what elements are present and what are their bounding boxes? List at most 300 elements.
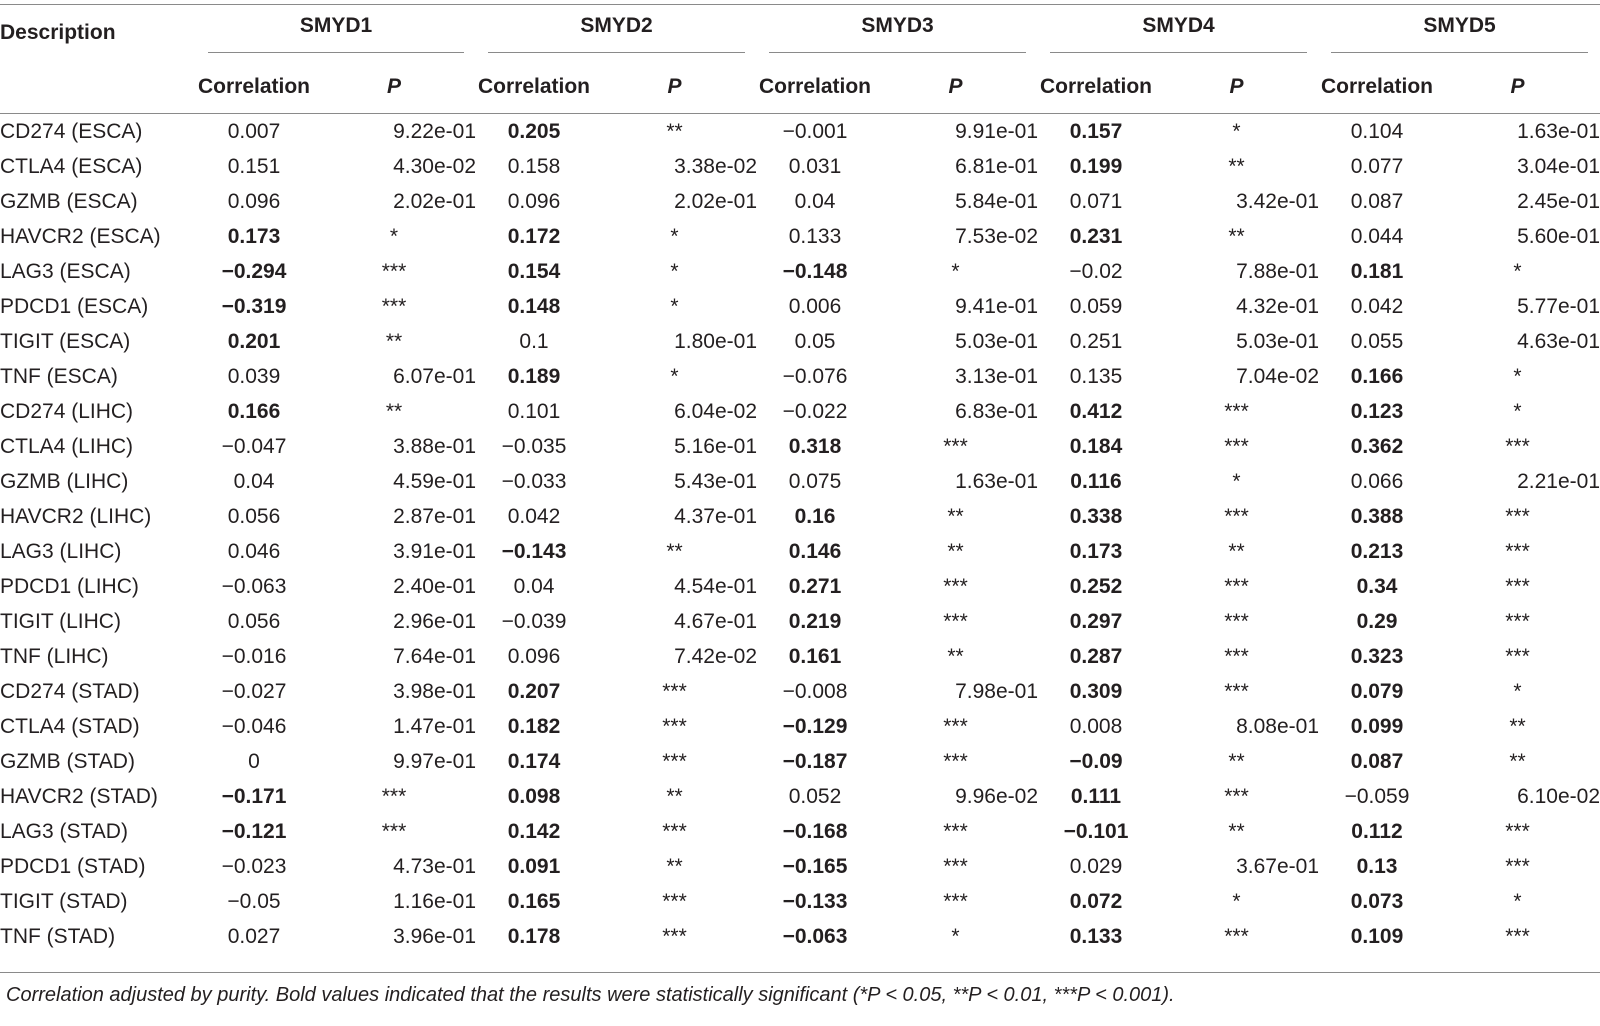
correlation-cell: 0.008 (1069, 714, 1123, 738)
correlation-cell: 0.189 (507, 364, 561, 388)
p-value-cell: 2.96e-01 (393, 609, 476, 633)
p-value-cell: 6.10e-02 (1517, 784, 1600, 808)
correlation-cell: −0.02 (1069, 259, 1123, 283)
correlation-cell: 0.055 (1350, 329, 1404, 353)
p-value-cell: 3.88e-01 (393, 434, 476, 458)
p-value-cell: *** (1224, 504, 1249, 528)
table-footnote: Correlation adjusted by purity. Bold values indicated that the results were statistically significant (*P < 0.05, **P < 0.01, ***P < 0.001). (6, 984, 1175, 1006)
p-value-cell: 2.45e-01 (1517, 189, 1600, 213)
correlation-cell: 0.205 (507, 119, 561, 143)
correlation-cell: 0.251 (1069, 329, 1123, 353)
correlation-cell: 0.158 (507, 154, 561, 178)
correlation-cell: 0.066 (1350, 469, 1404, 493)
row-description: CD274 (STAD) (0, 679, 140, 703)
correlation-cell: 0.412 (1069, 399, 1123, 423)
row-description: GZMB (STAD) (0, 749, 135, 773)
row-description: CD274 (ESCA) (0, 119, 143, 143)
correlation-cell: 0.135 (1069, 364, 1123, 388)
p-value-cell: ** (1509, 714, 1526, 738)
p-value-cell: 9.91e-01 (955, 119, 1038, 143)
correlation-cell: 0.031 (788, 154, 842, 178)
correlation-cell: 0.13 (1356, 854, 1398, 878)
group-label: SMYD4 (1142, 13, 1215, 37)
p-value-cell: 2.21e-01 (1517, 469, 1600, 493)
correlation-cell: −0.022 (782, 399, 848, 423)
p-value-cell: ** (947, 504, 964, 528)
p-value-cell: *** (662, 889, 687, 913)
correlation-cell: −0.027 (221, 679, 287, 703)
correlation-cell: 0.174 (507, 749, 561, 773)
p-value-cell: *** (1505, 574, 1530, 598)
p-value-cell: *** (943, 854, 968, 878)
correlation-cell: −0.008 (782, 679, 848, 703)
correlation-cell: 0.077 (1350, 154, 1404, 178)
correlation-cell: 0.173 (227, 224, 281, 248)
correlation-header: Correlation (197, 75, 310, 98)
correlation-cell: 0.252 (1069, 574, 1123, 598)
correlation-cell: 0.309 (1069, 679, 1123, 703)
row-description: TNF (ESCA) (0, 364, 118, 388)
p-value-cell: * (1513, 399, 1522, 423)
correlation-cell: 0.16 (794, 504, 836, 528)
group-underline (769, 52, 1026, 53)
p-value-cell: *** (1505, 819, 1530, 843)
correlation-cell: −0.059 (1344, 784, 1410, 808)
correlation-cell: 0.338 (1069, 504, 1123, 528)
correlation-cell: 0.104 (1350, 119, 1404, 143)
table-row (0, 149, 1600, 184)
p-value-cell: 3.38e-02 (674, 154, 757, 178)
correlation-cell: 0.166 (1350, 364, 1404, 388)
correlation-cell: 0.072 (1069, 889, 1123, 913)
p-value-cell: ** (666, 539, 683, 563)
row-description: PDCD1 (STAD) (0, 854, 146, 878)
p-value-cell: *** (662, 924, 687, 948)
p-value-cell: *** (1505, 504, 1530, 528)
correlation-cell: 0.091 (507, 854, 561, 878)
p-value-cell: *** (1505, 644, 1530, 668)
row-description: PDCD1 (LIHC) (0, 574, 139, 598)
correlation-cell: 0.34 (1356, 574, 1398, 598)
p-value-cell: 2.02e-01 (393, 189, 476, 213)
correlation-cell: −0.063 (221, 574, 287, 598)
p-value-cell: *** (1505, 609, 1530, 633)
p-value-cell: * (1232, 119, 1241, 143)
row-description: TIGIT (STAD) (0, 889, 128, 913)
group-label: SMYD5 (1423, 13, 1496, 37)
p-value-cell: ** (385, 329, 403, 353)
p-value-cell: 2.40e-01 (393, 574, 476, 598)
correlation-cell: 0.166 (227, 399, 281, 423)
row-description: GZMB (LIHC) (0, 469, 129, 493)
correlation-cell: 0.006 (788, 294, 842, 318)
sub-header-row (0, 61, 1600, 114)
p-value-cell: *** (1505, 854, 1530, 878)
correlation-cell: 0.287 (1069, 644, 1123, 668)
correlation-cell: −0.143 (501, 539, 567, 563)
correlation-header: Correlation (477, 75, 590, 98)
p-value-cell: ** (1228, 539, 1245, 563)
p-value-cell: *** (662, 819, 687, 843)
correlation-cell: 0.201 (227, 329, 281, 353)
p-value-cell: *** (1224, 924, 1249, 948)
p-value-cell: 9.97e-01 (393, 749, 476, 773)
p-value-cell: *** (381, 784, 407, 808)
p-value-cell: 7.98e-01 (955, 679, 1038, 703)
correlation-cell: −0.319 (221, 294, 287, 318)
correlation-cell: −0.294 (221, 259, 287, 283)
correlation-cell: 0.073 (1350, 889, 1404, 913)
p-value-cell: 9.41e-01 (955, 294, 1038, 318)
correlation-cell: 0.297 (1069, 609, 1123, 633)
p-value-cell: 1.80e-01 (674, 329, 757, 353)
correlation-cell: 0.087 (1350, 189, 1404, 213)
row-description: LAG3 (LIHC) (0, 539, 122, 563)
p-value-cell: *** (1505, 924, 1530, 948)
p-value-cell: 4.30e-02 (393, 154, 476, 178)
correlation-cell: 0.071 (1069, 189, 1123, 213)
correlation-cell: −0.165 (782, 854, 848, 878)
correlation-cell: 0.207 (507, 679, 561, 703)
p-value-cell: 3.04e-01 (1517, 154, 1600, 178)
p-value-cell: *** (943, 714, 968, 738)
row-description: PDCD1 (ESCA) (0, 294, 149, 318)
correlation-cell: 0.318 (788, 434, 842, 458)
p-header: P (1229, 75, 1244, 98)
p-value-cell: 4.59e-01 (393, 469, 476, 493)
p-value-cell: 7.64e-01 (393, 644, 476, 668)
p-value-cell: 5.60e-01 (1517, 224, 1600, 248)
correlation-cell: 0.039 (227, 364, 281, 388)
correlation-cell: 0.112 (1351, 819, 1403, 843)
correlation-cell: 0.219 (788, 609, 842, 633)
p-value-cell: 7.42e-02 (674, 644, 757, 668)
correlation-cell: 0.046 (227, 539, 281, 563)
p-value-cell: * (670, 364, 679, 388)
correlation-cell: 0.096 (227, 189, 281, 213)
p-value-cell: *** (1224, 574, 1249, 598)
p-value-cell: 2.87e-01 (393, 504, 476, 528)
correlation-cell: 0.154 (507, 259, 561, 283)
row-description: LAG3 (ESCA) (0, 259, 131, 283)
correlation-cell: 0.29 (1356, 609, 1398, 633)
correlation-header: Correlation (1039, 75, 1152, 98)
correlation-cell: −0.016 (221, 644, 287, 668)
p-value-cell: *** (662, 714, 687, 738)
p-value-cell: 6.07e-01 (393, 364, 476, 388)
row-description: CTLA4 (STAD) (0, 714, 140, 738)
correlation-cell: 0.04 (794, 189, 836, 213)
row-description: TIGIT (LIHC) (0, 609, 121, 633)
correlation-cell: 0.101 (507, 399, 561, 423)
correlation-cell: 0.056 (227, 609, 281, 633)
table-row (0, 639, 1600, 674)
p-value-cell: *** (1224, 679, 1249, 703)
correlation-cell: 0.142 (507, 819, 561, 843)
table-row (0, 324, 1600, 359)
p-value-cell: * (670, 294, 679, 318)
correlation-cell: 0.148 (507, 294, 561, 318)
correlation-cell: 0.087 (1350, 749, 1404, 773)
correlation-cell: 0.04 (513, 574, 555, 598)
correlation-cell: 0.116 (1070, 469, 1122, 493)
table-row (0, 709, 1600, 744)
p-value-cell: * (951, 924, 960, 948)
row-description: GZMB (ESCA) (0, 189, 138, 213)
p-value-cell: * (951, 259, 960, 283)
group-label: SMYD1 (299, 13, 373, 37)
correlation-header: Correlation (758, 75, 871, 98)
correlation-cell: 0 (248, 749, 260, 773)
correlation-cell: 0.231 (1069, 224, 1123, 248)
p-value-cell: 3.42e-01 (1236, 189, 1319, 213)
correlation-cell: −0.076 (782, 364, 848, 388)
p-value-cell: 9.22e-01 (393, 119, 476, 143)
p-value-cell: ** (1228, 154, 1245, 178)
correlation-cell: 0.165 (507, 889, 561, 913)
p-value-cell: * (1232, 889, 1241, 913)
correlation-cell: 0.1 (519, 329, 549, 353)
table-row (0, 394, 1600, 429)
p-value-cell: *** (662, 679, 687, 703)
p-value-cell: 2.02e-01 (674, 189, 757, 213)
correlation-cell: −0.148 (782, 259, 848, 283)
correlation-cell: 0.096 (507, 189, 561, 213)
p-value-cell: 4.63e-01 (1517, 329, 1600, 353)
group-header-smyd2 (476, 5, 757, 61)
p-value-cell: 3.96e-01 (393, 924, 476, 948)
group-header-smyd1 (196, 5, 476, 61)
p-value-cell: * (1513, 259, 1522, 283)
row-description: CTLA4 (ESCA) (0, 154, 143, 178)
p-value-cell: 3.98e-01 (393, 679, 476, 703)
p-value-cell: 1.63e-01 (1517, 119, 1600, 143)
table-row (0, 114, 1600, 149)
p-value-cell: *** (943, 434, 968, 458)
p-value-cell: * (670, 259, 679, 283)
p-value-cell: ** (666, 854, 683, 878)
row-description: HAVCR2 (LIHC) (0, 504, 152, 528)
correlation-cell: 0.059 (1069, 294, 1123, 318)
correlation-cell: 0.184 (1069, 434, 1123, 458)
p-value-cell: *** (1224, 399, 1249, 423)
correlation-cell: 0.042 (1350, 294, 1404, 318)
correlation-cell: −0.121 (221, 819, 287, 843)
p-value-cell: 5.43e-01 (674, 469, 757, 493)
table-row (0, 464, 1600, 499)
p-header: P (948, 75, 963, 98)
p-value-cell: *** (1224, 784, 1249, 808)
group-header-row (0, 5, 1600, 61)
correlation-cell: −0.129 (782, 714, 848, 738)
row-description: CTLA4 (LIHC) (0, 434, 134, 458)
table-row (0, 849, 1600, 884)
p-value-cell: * (670, 224, 679, 248)
correlation-cell: −0.047 (221, 434, 287, 458)
correlation-cell: 0.271 (788, 574, 842, 598)
correlation-cell: 0.109 (1350, 924, 1404, 948)
p-value-cell: ** (1228, 224, 1245, 248)
correlation-cell: 0.157 (1069, 119, 1123, 143)
p-value-cell: * (1232, 469, 1241, 493)
correlation-cell: −0.039 (501, 609, 567, 633)
p-value-cell: * (1513, 679, 1522, 703)
p-value-cell: ** (1228, 819, 1245, 843)
table-row (0, 254, 1600, 289)
p-value-cell: 4.73e-01 (393, 854, 476, 878)
correlation-cell: 0.388 (1350, 504, 1404, 528)
correlation-cell: 0.111 (1070, 784, 1122, 808)
row-description: HAVCR2 (STAD) (0, 784, 158, 808)
correlation-cell: 0.133 (1069, 924, 1123, 948)
correlation-cell: 0.04 (233, 469, 275, 493)
correlation-cell: 0.007 (227, 119, 281, 143)
correlation-cell: −0.023 (221, 854, 287, 878)
correlation-cell: 0.362 (1350, 434, 1404, 458)
table-row (0, 534, 1600, 569)
p-value-cell: ** (666, 119, 683, 143)
correlation-cell: −0.05 (227, 889, 281, 913)
correlation-cell: −0.133 (782, 889, 848, 913)
table-row (0, 359, 1600, 394)
p-value-cell: 3.13e-01 (955, 364, 1038, 388)
correlation-cell: −0.171 (221, 784, 287, 808)
p-value-cell: 5.03e-01 (1236, 329, 1319, 353)
correlation-cell: 0.029 (1069, 854, 1123, 878)
correlation-cell: 0.027 (227, 924, 281, 948)
table-row (0, 814, 1600, 849)
correlation-cell: 0.213 (1350, 539, 1404, 563)
group-label: SMYD2 (580, 13, 653, 37)
table-row (0, 429, 1600, 464)
p-value-cell: 3.91e-01 (393, 539, 476, 563)
group-header-smyd3 (757, 5, 1038, 61)
p-value-cell: *** (1224, 644, 1249, 668)
p-header: P (667, 75, 682, 98)
row-description: TNF (STAD) (0, 924, 116, 948)
p-value-cell: 8.08e-01 (1236, 714, 1319, 738)
row-description: LAG3 (STAD) (0, 819, 128, 843)
correlation-cell: 0.173 (1069, 539, 1123, 563)
correlation-cell: −0.035 (501, 434, 567, 458)
correlation-cell: 0.052 (788, 784, 842, 808)
p-value-cell: *** (943, 889, 968, 913)
table-row (0, 604, 1600, 639)
p-value-cell: ** (1228, 749, 1245, 773)
p-value-cell: 1.47e-01 (393, 714, 476, 738)
table-row (0, 289, 1600, 324)
correlation-cell: 0.133 (788, 224, 842, 248)
p-value-cell: *** (943, 749, 968, 773)
p-value-cell: ** (666, 784, 683, 808)
bottom-rule (0, 972, 1600, 973)
p-value-cell: *** (943, 819, 968, 843)
p-value-cell: *** (381, 819, 407, 843)
p-value-cell: 1.16e-01 (393, 889, 476, 913)
p-value-cell: *** (662, 749, 687, 773)
p-value-cell: *** (381, 294, 407, 318)
correlation-cell: 0.161 (788, 644, 842, 668)
group-underline (488, 52, 745, 53)
group-underline (208, 52, 464, 53)
p-value-cell: ** (947, 644, 964, 668)
group-label: SMYD3 (861, 13, 934, 37)
correlation-cell: −0.187 (782, 749, 848, 773)
correlation-cell: 0.146 (788, 539, 842, 563)
correlation-cell: 0.096 (507, 644, 561, 668)
p-header: P (1510, 75, 1525, 98)
p-value-cell: 4.67e-01 (674, 609, 757, 633)
correlation-cell: −0.001 (782, 119, 848, 143)
correlation-cell: 0.05 (794, 329, 836, 353)
p-value-cell: 9.96e-02 (955, 784, 1038, 808)
table-row (0, 919, 1600, 954)
p-value-cell: *** (1224, 434, 1249, 458)
table-row (0, 674, 1600, 709)
p-value-cell: 3.67e-01 (1236, 854, 1319, 878)
correlation-cell: 0.182 (507, 714, 561, 738)
p-value-cell: 5.16e-01 (674, 434, 757, 458)
correlation-cell: 0.042 (507, 504, 561, 528)
description-header: Description (0, 21, 116, 44)
correlation-cell: 0.123 (1350, 399, 1404, 423)
row-description: TNF (LIHC) (0, 644, 109, 668)
p-value-cell: *** (943, 574, 968, 598)
p-value-cell: 7.88e-01 (1236, 259, 1319, 283)
correlation-cell: 0.199 (1069, 154, 1123, 178)
row-description: HAVCR2 (ESCA) (0, 224, 161, 248)
p-value-cell: 4.54e-01 (674, 574, 757, 598)
correlation-header: Correlation (1320, 75, 1433, 98)
table-row (0, 744, 1600, 779)
p-value-cell: *** (1224, 609, 1249, 633)
correlation-table (0, 4, 1600, 954)
correlation-cell: 0.178 (507, 924, 561, 948)
p-value-cell: 5.03e-01 (955, 329, 1038, 353)
correlation-cell: −0.033 (501, 469, 567, 493)
p-value-cell: * (1513, 889, 1522, 913)
p-value-cell: *** (943, 609, 968, 633)
p-value-cell: 6.04e-02 (674, 399, 757, 423)
correlation-cell: 0.044 (1350, 224, 1404, 248)
group-header-smyd5 (1319, 5, 1600, 61)
row-description: TIGIT (ESCA) (0, 329, 131, 353)
table-row (0, 184, 1600, 219)
table-row (0, 569, 1600, 604)
correlation-cell: −0.09 (1069, 749, 1123, 773)
p-value-cell: * (1513, 364, 1522, 388)
correlation-cell: 0.056 (227, 504, 281, 528)
correlation-cell: −0.168 (782, 819, 848, 843)
correlation-cell: 0.172 (507, 224, 561, 248)
p-value-cell: 1.63e-01 (955, 469, 1038, 493)
p-value-cell: 6.81e-01 (955, 154, 1038, 178)
p-value-cell: 5.84e-01 (955, 189, 1038, 213)
correlation-cell: 0.079 (1350, 679, 1404, 703)
p-value-cell: 5.77e-01 (1517, 294, 1600, 318)
table-row (0, 499, 1600, 534)
p-value-cell: 7.04e-02 (1236, 364, 1319, 388)
p-value-cell: 4.37e-01 (674, 504, 757, 528)
correlation-cell: 0.323 (1350, 644, 1404, 668)
p-value-cell: *** (381, 259, 407, 283)
p-value-cell: 4.32e-01 (1236, 294, 1319, 318)
p-value-cell: ** (947, 539, 964, 563)
correlation-cell: −0.063 (782, 924, 848, 948)
table-row (0, 779, 1600, 814)
p-value-cell: *** (1505, 434, 1530, 458)
table-row (0, 219, 1600, 254)
